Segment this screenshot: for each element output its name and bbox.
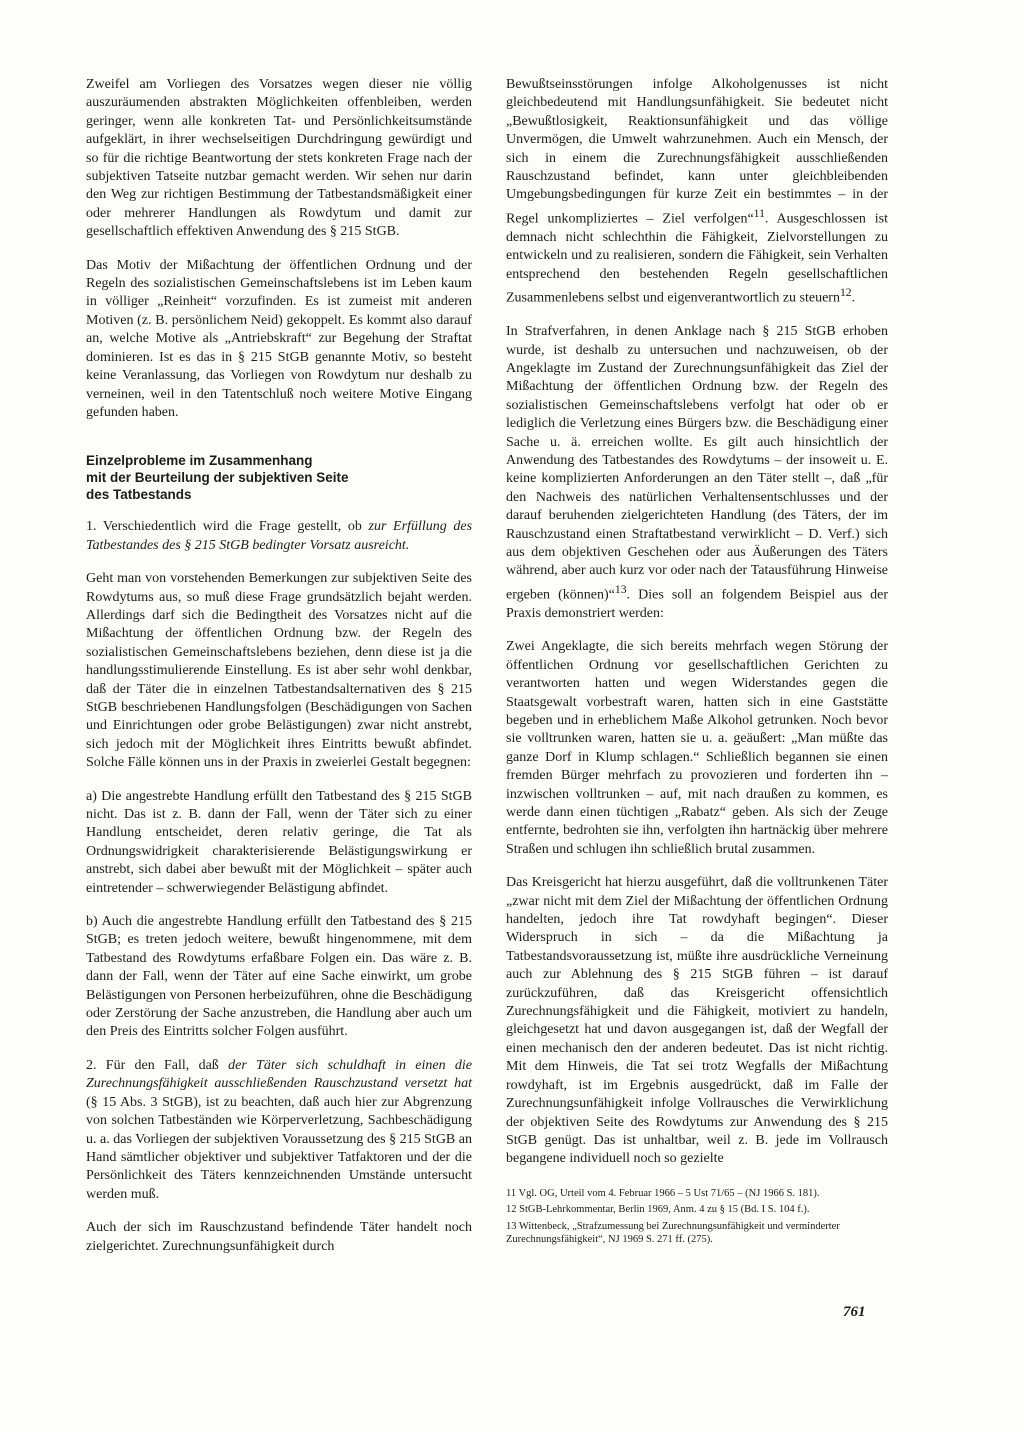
italic-text: zur Erfüllung des Tatbestandes des § 215 StGB bedingter Vorsatz ausreicht. (86, 519, 473, 553)
footnote-ref: 12 (839, 286, 852, 300)
paragraph (86, 518, 472, 555)
text-run: . Dies soll an folgendem Beispiel aus der Praxis demonstriert werden: (506, 587, 888, 621)
heading-line: mit der Beurteilung der subjektiven Seite (86, 470, 349, 486)
paragraph: Zwei Angeklagte, die sich bereits mehrfach wegen Störung der öffentlichen Ordnung vor gesellschaftlichen Gerichten zu verantworten hatten und wegen Widerstandes gegen die Staatsgewalt vorbestraft waren, hatten sich in eine Gaststätte begeben und in erheblichem Maße Alkohol getrunken. Noch bevor sie volltrunken waren, hatten sie u. a. geäußert: „Man müßte das ganze Dorf in Klump schlagen.“ Schließlich begannen sie einen fremden Bürger mehrfach zu provozieren und forderten ihn – inzwischen volltrunken – auf, mit nach draußen zu kommen, es werde dann einen tüchtigen „Rabatz“ geben. Als sich der Zeuge entfernte, bedrohten sie ihn, verfolgten ihn hartnäckig über mehrere Straßen und schlugen ihn schließlich brutal zusammen. (506, 639, 888, 857)
paragraph: a) Die angestrebte Handlung erfüllt den Tatbestand des § 215 StGB nicht. Das ist z. B. dann der Fall, wenn der Täter sich zu einer Handlung entscheidet, deren relativ geringe, die Tat als Ordnungswidrigkeit charakterisierende Belästigungswirkung er anstrebt, sich dabei aber bewußt mit der Möglichkeit – später auch eintretender – schwerwiegender Belästigung abfindet. (86, 788, 472, 896)
text-run: . Ausgeschlossen ist demnach nicht schlechthin die Fähigkeit, Zielvorstellungen zu entwickeln und zu realisieren, sondern die Fähigkeit, sein Verhalten entsprechend den bestehenden Regeln gesellschaftlichen Zusammenlebens selbst und eigenverantwortlich zu steuern (506, 211, 888, 306)
footnote-ref: 13 (614, 582, 627, 596)
paragraph: b) Auch die angestrebte Handlung erfüllt den Tatbestand des § 215 StGB; es treten jedoch weitere, bewußt hingenommene, mit dem Tatbestand des Rowdytums erfaßbare Folgen ein. Das wäre z. B. dann der Fall, wenn der Täter auf eine Sache einwirkt, um grobe Belästigungen von Personen herbeizuführen, ohne die Beschädigung oder Zerstörung der Sache anzustreben, die Handlung aber auch um den Preis des Eintritts solcher Folgen ausführt. (86, 914, 472, 1040)
left-column (86, 76, 472, 1271)
italic-text: der Täter sich schuldhaft in einen die Zurechnungsfähigkeit ausschließenden Rauschzustand versetzt hat (86, 1057, 473, 1092)
paragraph (506, 323, 888, 623)
paragraph: Auch der sich im Rauschzustand befindende Täter handelt noch zielgerichtet. Zurechnungsunfähigkeit durch (86, 1220, 472, 1254)
paragraph: Geht man von vorstehenden Bemerkungen zur subjektiven Seite des Rowdytums aus, so muß diese Frage grundsätzlich bejaht werden. Allerdings darf sich die Bedingtheit des Vorsatzes nicht auf die Mißachtung der öffentlichen Ordnung bzw. der Regeln des sozialistischen Gemeinschaftslebens beziehen, denn diese ist ja die handlungsstimulierende Einstellung. Es ist aber sehr wohl denkbar, daß der Täter die in einzelnen Tatbestandsalternativen des § 215 StGB beschriebenen Handlungsfolgen (Beschädigungen von Sachen und Einrichtungen oder grobe Belästigungen) zwar nicht anstrebt, sich jedoch mit der Möglichkeit ihres Eintritts bewußt abfindet. Solche Fälle können uns in der Praxis in zweierlei Gestalt begegnen: (86, 571, 472, 771)
paragraph (86, 1057, 472, 1204)
footnotes (506, 1187, 888, 1247)
footnote: 11 Vgl. OG, Urteil vom 4. Februar 1966 – 5 Ust 71/65 – (NJ 1966 S. 181). (506, 1187, 820, 1199)
page-number: 761 (843, 1304, 866, 1320)
text-run: (§ 15 Abs. 3 StGB), ist zu beachten, daß auch hier zur Abgrenzung von solchen Tatbeständen wie Körperverletzung, Sachbeschädigung u. a. das Vorliegen der subjektiven Voraussetzung des § 215 StGB an Hand sämtlicher objektiver und subjektiver Tatfaktoren und der die Persönlichkeit des Täters kennzeichnenden Umstände untersucht werden muß. (86, 1094, 472, 1202)
footnote-ref: 11 (753, 206, 765, 220)
footnote: 12 StGB-Lehrkommentar, Berlin 1969, Anm. 4 zu § 15 (Bd. I S. 104 f.). (506, 1204, 810, 1216)
text-run: 1. Verschiedentlich wird die Frage gestellt, ob (86, 519, 362, 535)
section-heading (86, 452, 472, 503)
text-run: . (851, 290, 856, 306)
footnote: 13 Wittenbeck, „Strafzumessung bei Zurechnungsunfähigkeit und verminderter Zurechnungsfähigkeit“, NJ 1969 S. 271 ff. (275). (506, 1220, 840, 1246)
paragraph: Das Kreisgericht hat hierzu ausgeführt, daß die volltrunkenen Täter „zwar nicht mit dem Ziel der Mißachtung der öffentlichen Ordnung handelten, jedoch ihre Tat rowdyhaft begingen“. Dieser Widerspruch in sich – da die Mißachtung ja Tatbestandsvoraussetzung ist, müßte ihre ausdrückliche Verneinung auch zur Ablehnung des § 215 StGB führen – ist darauf zurückzuführen, daß das Kreisgericht offensichtlich Zurechnungsfähigkeit und die Fähigkeit, motiviert zu handeln, gleichgesetzt hat und davon ausgegangen ist, daß der Wegfall der einen mechanisch den der anderen bedeutet. Das ist nicht richtig. Mit dem Hinweis, die Tat sei trotz Wegfalls der Mißachtung rowdyhaft, ist im Ergebnis ausgedrückt, daß im Falle der Zurechnungsunfähigkeit infolge Vollrausches die Verwirklichung der objektiven Seite des Rowdytums zur Anwendung des § 215 StGB genügt. Das ist unhaltbar, weil z. B. jede im Vollrausch begangene individuell noch so gezielte (506, 875, 888, 1167)
text-run: In Strafverfahren, in denen Anklage nach § 215 StGB erhoben wurde, ist deshalb zu untersuchen und nachzuweisen, ob der Angeklagte im Zustand der Zurechnungsunfähigkeit das Ziel der Mißachtung der öffentlichen Ordnung bzw. der Regeln des sozialistischen Gemeinschaftslebens verfolgt hat oder ob er lediglich die Verletzung eines Bürgers bzw. die Beschädigung einer Sache u. ä. erreichen wollte. Es gilt auch hinsichtlich der Anwendung des Tatbestandes des Rowdytums – der insoweit u. E. keine komplizierten Anforderungen an den Täter stellt –, daß „für den Nachweis des natürlichen Verhaltensentschlusses und der darauf beruhenden zielgerichteten Handlung (des Täters, der im Rauschzustand einen Straftatbestand verwirklicht – D. Verf.) sich aus dem objektiven Geschehen oder aus Äußerungen des Täters während, aber auch kurz vor oder nach der Tatausführung Hinweise ergeben (können)“ (506, 324, 888, 603)
paragraph: Zweifel am Vorliegen des Vorsatzes wegen dieser nie völlig auszuräumenden abstrakten Möglichkeiten offenbleiben, werden geringer, wenn alle konkreten Tat- und Persönlichkeitsumstände aufgeklärt, in ihrer wechselseitigen Durchdringung gewürdigt und so für die richtige Beantwortung der stets konkreten Frage nach der subjektiven Tatseite nutzbar gemacht werden. Wir sehen nur darin den Weg zur richtigen Bestimmung der Tatbestandsmäßigkeit einer oder mehrerer Handlungen als Rowdytum und damit zur gesellschaftlich effektiven Anwendung des § 215 StGB. (86, 77, 472, 240)
paragraph: Das Motiv der Mißachtung der öffentlichen Ordnung und der Regeln des sozialistischen Gemeinschaftslebens ist im Leben kaum in völliger „Reinheit“ vorzufinden. Es ist zumeist mit anderen Motiven (z. B. persönlichem Neid) gekoppelt. Es kommt also darauf an, welche Motive als „Antriebskraft“ zur Begehung der Straftat dominieren. Ist es das in § 215 StGB genannte Motiv, so besteht keine Veranlassung, das Vorliegen von Rowdytum nur deshalb zu verneinen, weil in den Tatentschluß noch weitere Motive Eingang gefunden haben. (86, 257, 472, 420)
right-column (506, 76, 888, 1250)
heading-line: des Tatbestands (86, 487, 192, 503)
heading-line: Einzelprobleme im Zusammenhang (86, 453, 313, 469)
text-run: Bewußtseinsstörungen infolge Alkoholgenusses ist nicht gleichbedeutend mit Handlungsunfähigkeit. Sie bedeutet nicht „Bewußtlosigkeit, Reaktionsunfähigkeit und das völlige Unvermögen, die Umwelt wahrzunehmen. Auch ein Mensch, der sich in einem die Zurechnungsfähigkeit ausschließenden Rauschzustand befindet, kann unter gleichbleibenden Umgebungsbedingungen für kurze Zeit ein bestimmtes – in der Regel unkompliziertes – Ziel verfolgen“ (506, 77, 888, 227)
paragraph (506, 76, 888, 308)
text-run: 2. Für den Fall, daß (86, 1057, 219, 1073)
